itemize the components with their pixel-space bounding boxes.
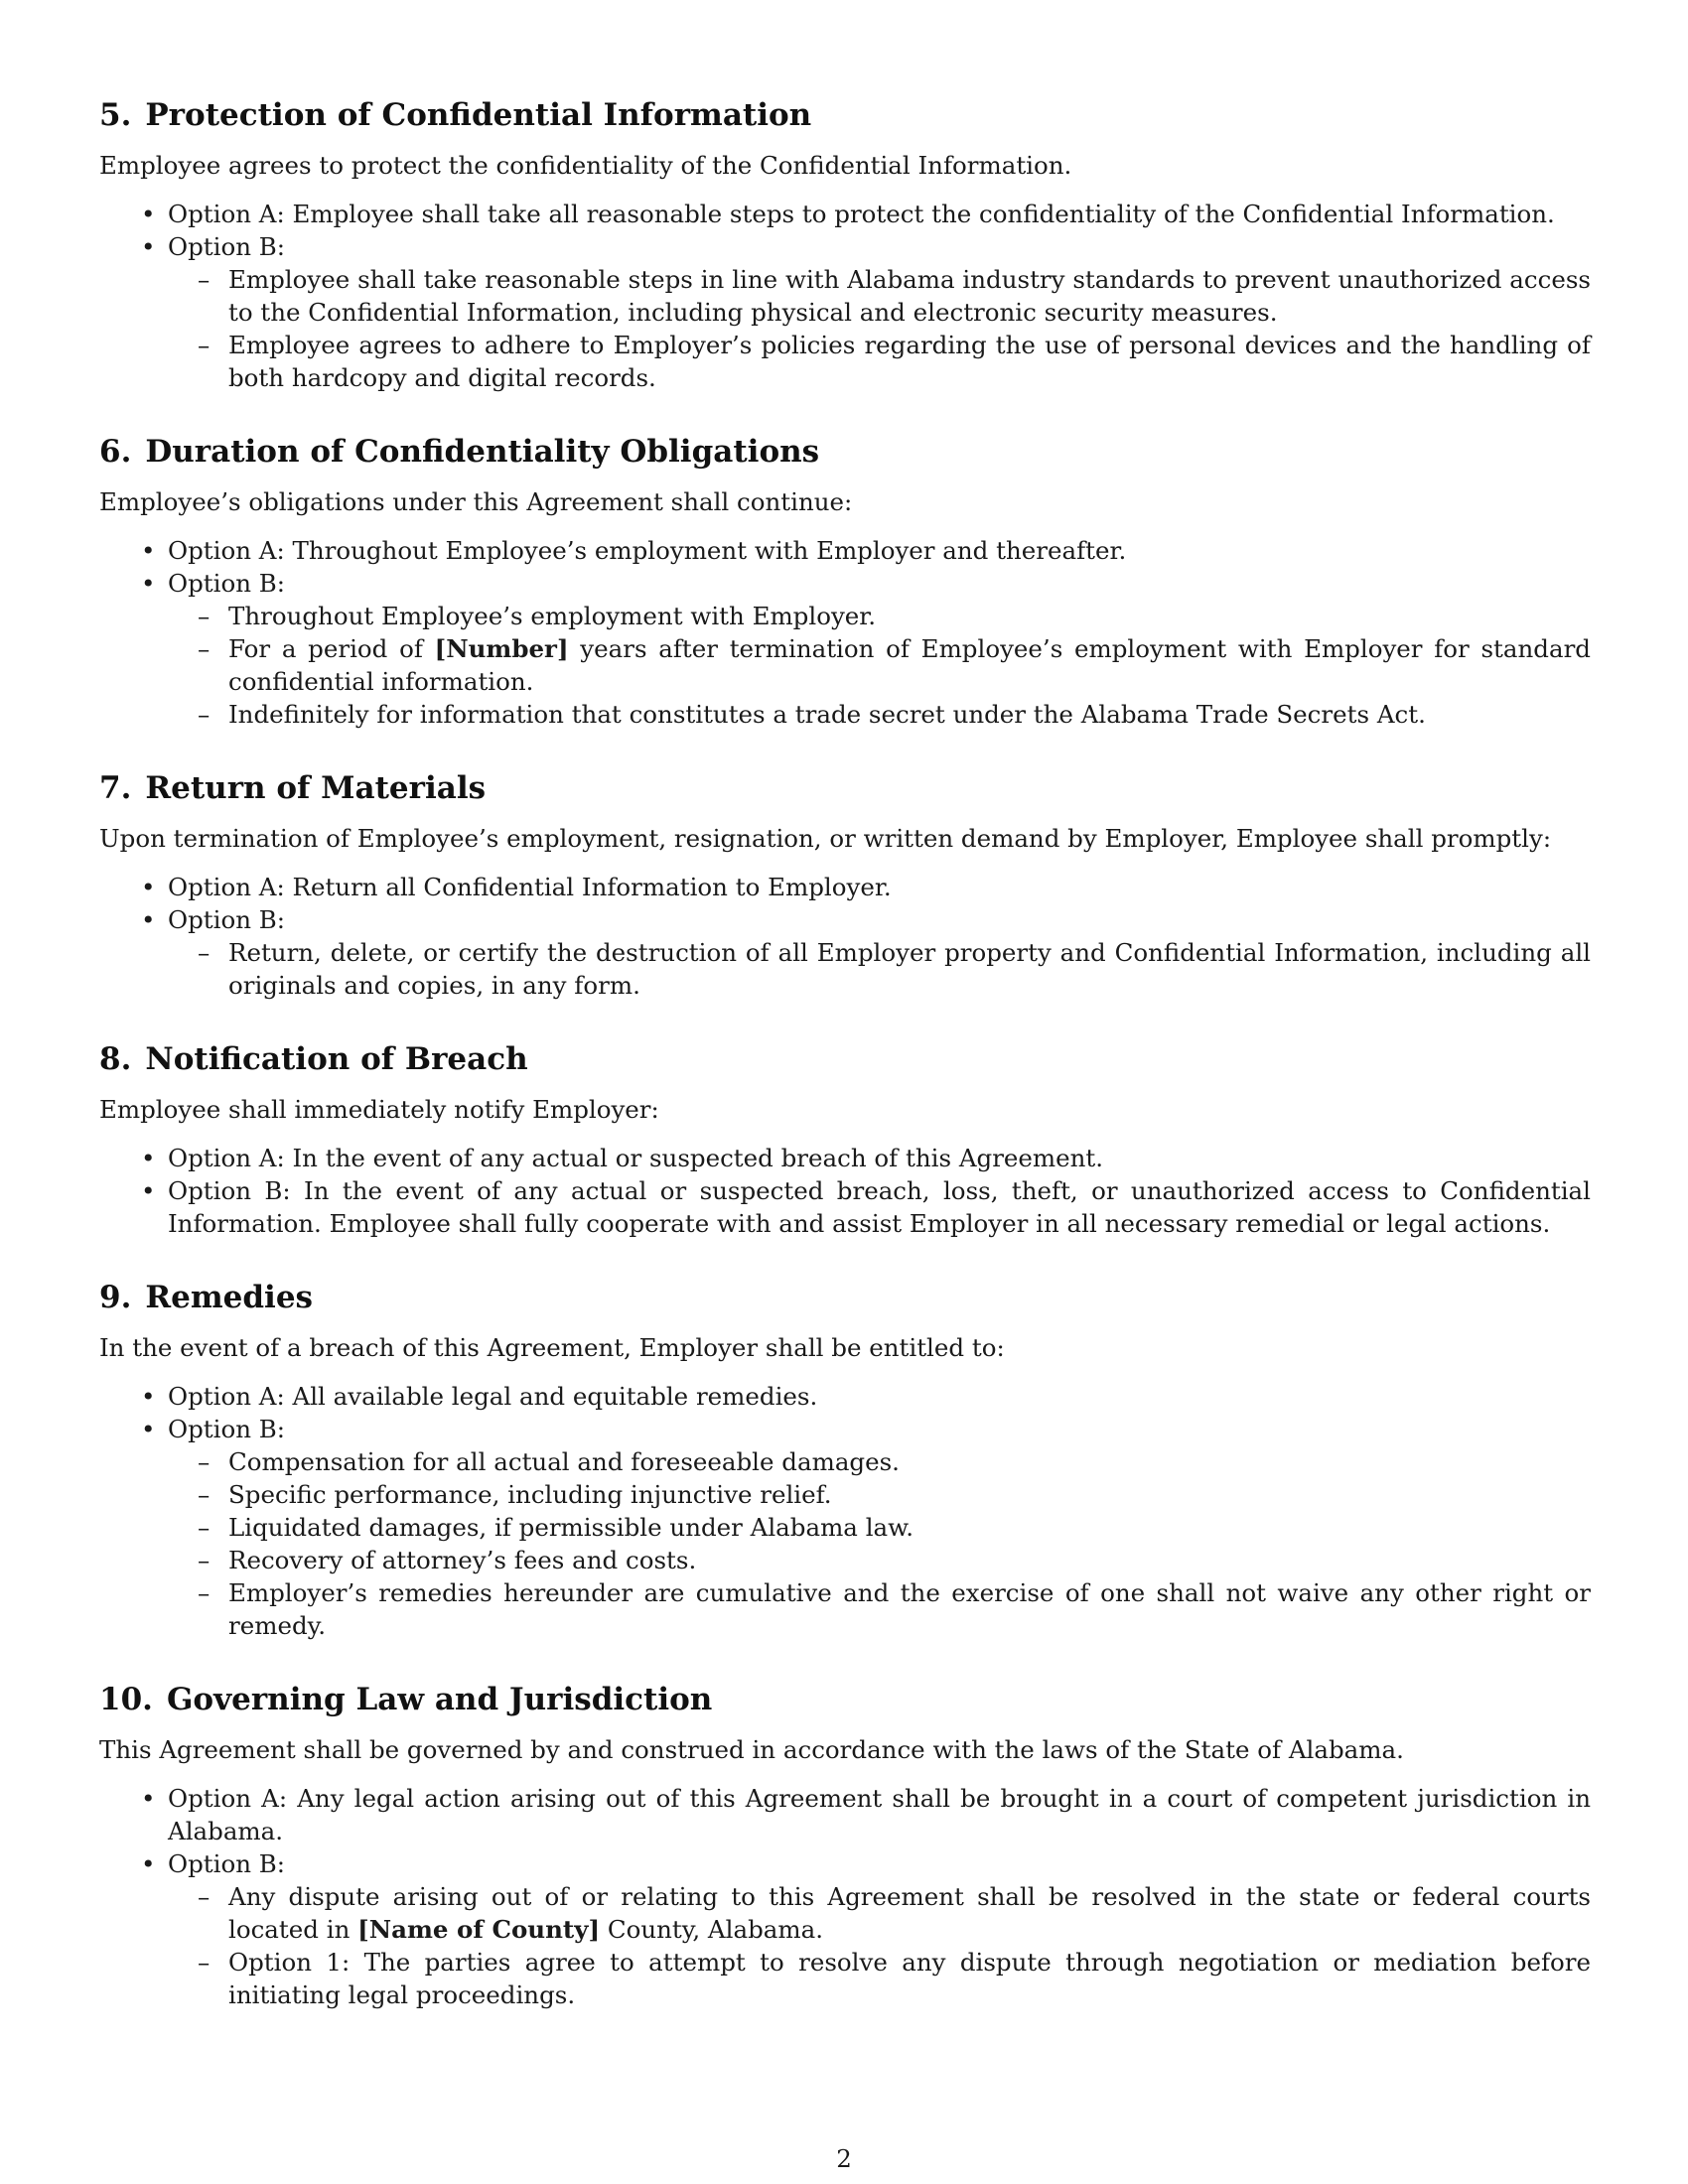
bullet-icon: • <box>141 569 156 598</box>
dash-icon: – <box>198 1513 211 1542</box>
dash-icon: – <box>198 1447 211 1476</box>
section-7 <box>99 768 1591 1002</box>
sub-option-item <box>168 1511 1591 1544</box>
sub-option-text: Liquidated damages, if permissible under Alabama law. <box>228 1513 914 1542</box>
placeholder-field: [Name of County] <box>357 1915 601 1944</box>
sub-option-text: years after termination of Employee’s employment with Employer for standard confidential information. <box>228 634 1591 696</box>
section-number: 8. <box>99 1041 132 1077</box>
option-text: Option B: <box>168 1849 286 1878</box>
section-heading <box>99 768 1591 808</box>
section-title: Governing Law and Jurisdiction <box>166 1682 713 1717</box>
dash-icon: – <box>198 331 211 359</box>
option-item <box>99 198 1591 230</box>
dash-icon: – <box>198 265 211 294</box>
sub-option-item <box>168 632 1591 698</box>
option-text: Option B: In the event of any actual or suspected breach, loss, theft, or unauthorized access to Confidential Information. Employee shall fully cooperate with and assist Employer in all necessary remedial or legal actions. <box>168 1176 1591 1238</box>
section-heading <box>99 95 1591 135</box>
section-5 <box>99 95 1591 394</box>
option-item <box>99 1380 1591 1413</box>
sub-option-item <box>168 263 1591 329</box>
bullet-icon: • <box>141 536 156 565</box>
bullet-icon: • <box>141 1144 156 1172</box>
sub-option-list <box>168 1445 1591 1642</box>
sub-option-text: Employee agrees to adhere to Employer’s policies regarding the use of personal devices and the handling of both hardcopy and digital records. <box>228 331 1591 392</box>
bullet-icon: • <box>141 905 156 934</box>
sub-option-item <box>168 698 1591 731</box>
bullet-icon: • <box>141 200 156 228</box>
dash-icon: – <box>198 1546 211 1574</box>
option-list <box>99 198 1591 394</box>
bullet-icon: • <box>141 1784 156 1813</box>
option-item <box>99 1174 1591 1240</box>
sub-option-text: County, Alabama. <box>600 1915 823 1944</box>
option-text: Option B: <box>168 1415 286 1443</box>
page-number: 2 <box>836 2144 852 2173</box>
sub-option-text: Return, delete, or certify the destruction of all Employer property and Confidential Information, including all originals and copies, in any form. <box>228 938 1591 1000</box>
bullet-icon: • <box>141 1415 156 1443</box>
section-heading <box>99 432 1591 472</box>
placeholder-field: [Number] <box>434 634 569 663</box>
dash-icon: – <box>198 1480 211 1509</box>
sub-option-text: Employee shall take reasonable steps in line with Alabama industry standards to prevent unauthorized access to the Confidential Information, including physical and electronic security measures. <box>228 265 1591 327</box>
dash-icon: – <box>198 1882 211 1911</box>
option-item <box>99 567 1591 731</box>
dash-icon: – <box>198 1948 211 1977</box>
section-heading <box>99 1680 1591 1719</box>
bullet-icon: • <box>141 873 156 901</box>
section-intro: Employee’s obligations under this Agreement shall continue: <box>99 487 853 516</box>
section-title: Notification of Breach <box>145 1041 528 1077</box>
option-text: Option A: Employee shall take all reasonable steps to protect the confidentiality of the Confidential Information. <box>168 200 1555 228</box>
section-title: Remedies <box>145 1280 314 1315</box>
option-text: Option B: <box>168 569 286 598</box>
option-text: Option B: <box>168 905 286 934</box>
section-title: Duration of Confidentiality Obligations <box>145 434 820 470</box>
sub-option-item <box>168 1544 1591 1576</box>
dash-icon: – <box>198 938 211 967</box>
option-text: Option A: Any legal action arising out of this Agreement shall be brought in a court of competent jurisdiction in Alabama. <box>168 1784 1591 1845</box>
dash-icon: – <box>198 602 211 630</box>
bullet-icon: • <box>141 232 156 261</box>
section-8 <box>99 1039 1591 1240</box>
sub-option-text: Employer’s remedies hereunder are cumulative and the exercise of one shall not waive any other right or remedy. <box>228 1578 1591 1640</box>
sub-option-text: Recovery of attorney’s fees and costs. <box>228 1546 697 1574</box>
dash-icon: – <box>198 700 211 729</box>
option-list <box>99 1380 1591 1642</box>
section-intro: In the event of a breach of this Agreement, Employer shall be entitled to: <box>99 1333 1005 1362</box>
option-item <box>99 1782 1591 1847</box>
section-6 <box>99 432 1591 731</box>
sub-option-item <box>168 1576 1591 1642</box>
option-item <box>99 1413 1591 1642</box>
option-text: Option A: Return all Confidential Information to Employer. <box>168 873 892 901</box>
sub-option-item <box>168 1478 1591 1511</box>
sub-option-text: Throughout Employee’s employment with Employer. <box>228 602 877 630</box>
sub-option-item <box>168 1880 1591 1946</box>
sub-option-item <box>168 1445 1591 1478</box>
section-heading <box>99 1039 1591 1079</box>
sub-option-item <box>168 1946 1591 2011</box>
option-item <box>99 1847 1591 2011</box>
sub-option-text: Option 1: The parties agree to attempt to resolve any dispute through negotiation or mediation before initiating legal proceedings. <box>228 1948 1591 2009</box>
section-intro: This Agreement shall be governed by and construed in accordance with the laws of the State of Alabama. <box>99 1735 1404 1764</box>
section-number: 5. <box>99 97 132 133</box>
section-title: Return of Materials <box>145 770 487 806</box>
option-text: Option A: Throughout Employee’s employment with Employer and thereafter. <box>168 536 1127 565</box>
section-number: 10. <box>99 1682 153 1717</box>
sub-option-item <box>168 936 1591 1002</box>
sub-option-list <box>168 600 1591 731</box>
section-intro: Upon termination of Employee’s employment, resignation, or written demand by Employer, Employee shall promptly: <box>99 824 1552 853</box>
section-number: 7. <box>99 770 132 806</box>
section-number: 9. <box>99 1280 132 1315</box>
bullet-icon: • <box>141 1382 156 1411</box>
option-item <box>99 534 1591 567</box>
document-body <box>99 95 1591 2049</box>
section-intro: Employee agrees to protect the confidentiality of the Confidential Information. <box>99 151 1072 180</box>
sub-option-list <box>168 263 1591 394</box>
section-heading <box>99 1278 1591 1317</box>
sub-option-text: Specific performance, including injunctive relief. <box>228 1480 832 1509</box>
section-number: 6. <box>99 434 132 470</box>
dash-icon: – <box>198 1578 211 1607</box>
sub-option-item <box>168 329 1591 394</box>
option-text: Option A: All available legal and equitable remedies. <box>168 1382 818 1411</box>
sub-option-text: For a period of <box>228 634 435 663</box>
bullet-icon: • <box>141 1176 156 1205</box>
option-item <box>99 1142 1591 1174</box>
section-title: Protection of Confidential Information <box>145 97 812 133</box>
option-item <box>99 871 1591 903</box>
option-list <box>99 871 1591 1002</box>
dash-icon: – <box>198 634 211 663</box>
option-list <box>99 534 1591 731</box>
option-item <box>99 903 1591 1002</box>
sub-option-text: Compensation for all actual and foreseeable damages. <box>228 1447 900 1476</box>
option-text: Option A: In the event of any actual or suspected breach of this Agreement. <box>168 1144 1104 1172</box>
option-item <box>99 230 1591 394</box>
sub-option-text: Any dispute arising out of or relating to this Agreement shall be resolved in the state or federal courts located in <box>228 1882 1591 1944</box>
sub-option-list <box>168 936 1591 1002</box>
option-text: Option B: <box>168 232 286 261</box>
bullet-icon: • <box>141 1849 156 1878</box>
sub-option-item <box>168 600 1591 632</box>
section-intro: Employee shall immediately notify Employer: <box>99 1095 659 1124</box>
section-9 <box>99 1278 1591 1642</box>
option-list <box>99 1142 1591 1240</box>
section-10 <box>99 1680 1591 2011</box>
sub-option-list <box>168 1880 1591 2011</box>
option-list <box>99 1782 1591 2011</box>
sub-option-text: Indefinitely for information that constitutes a trade secret under the Alabama Trade Secrets Act. <box>228 700 1426 729</box>
